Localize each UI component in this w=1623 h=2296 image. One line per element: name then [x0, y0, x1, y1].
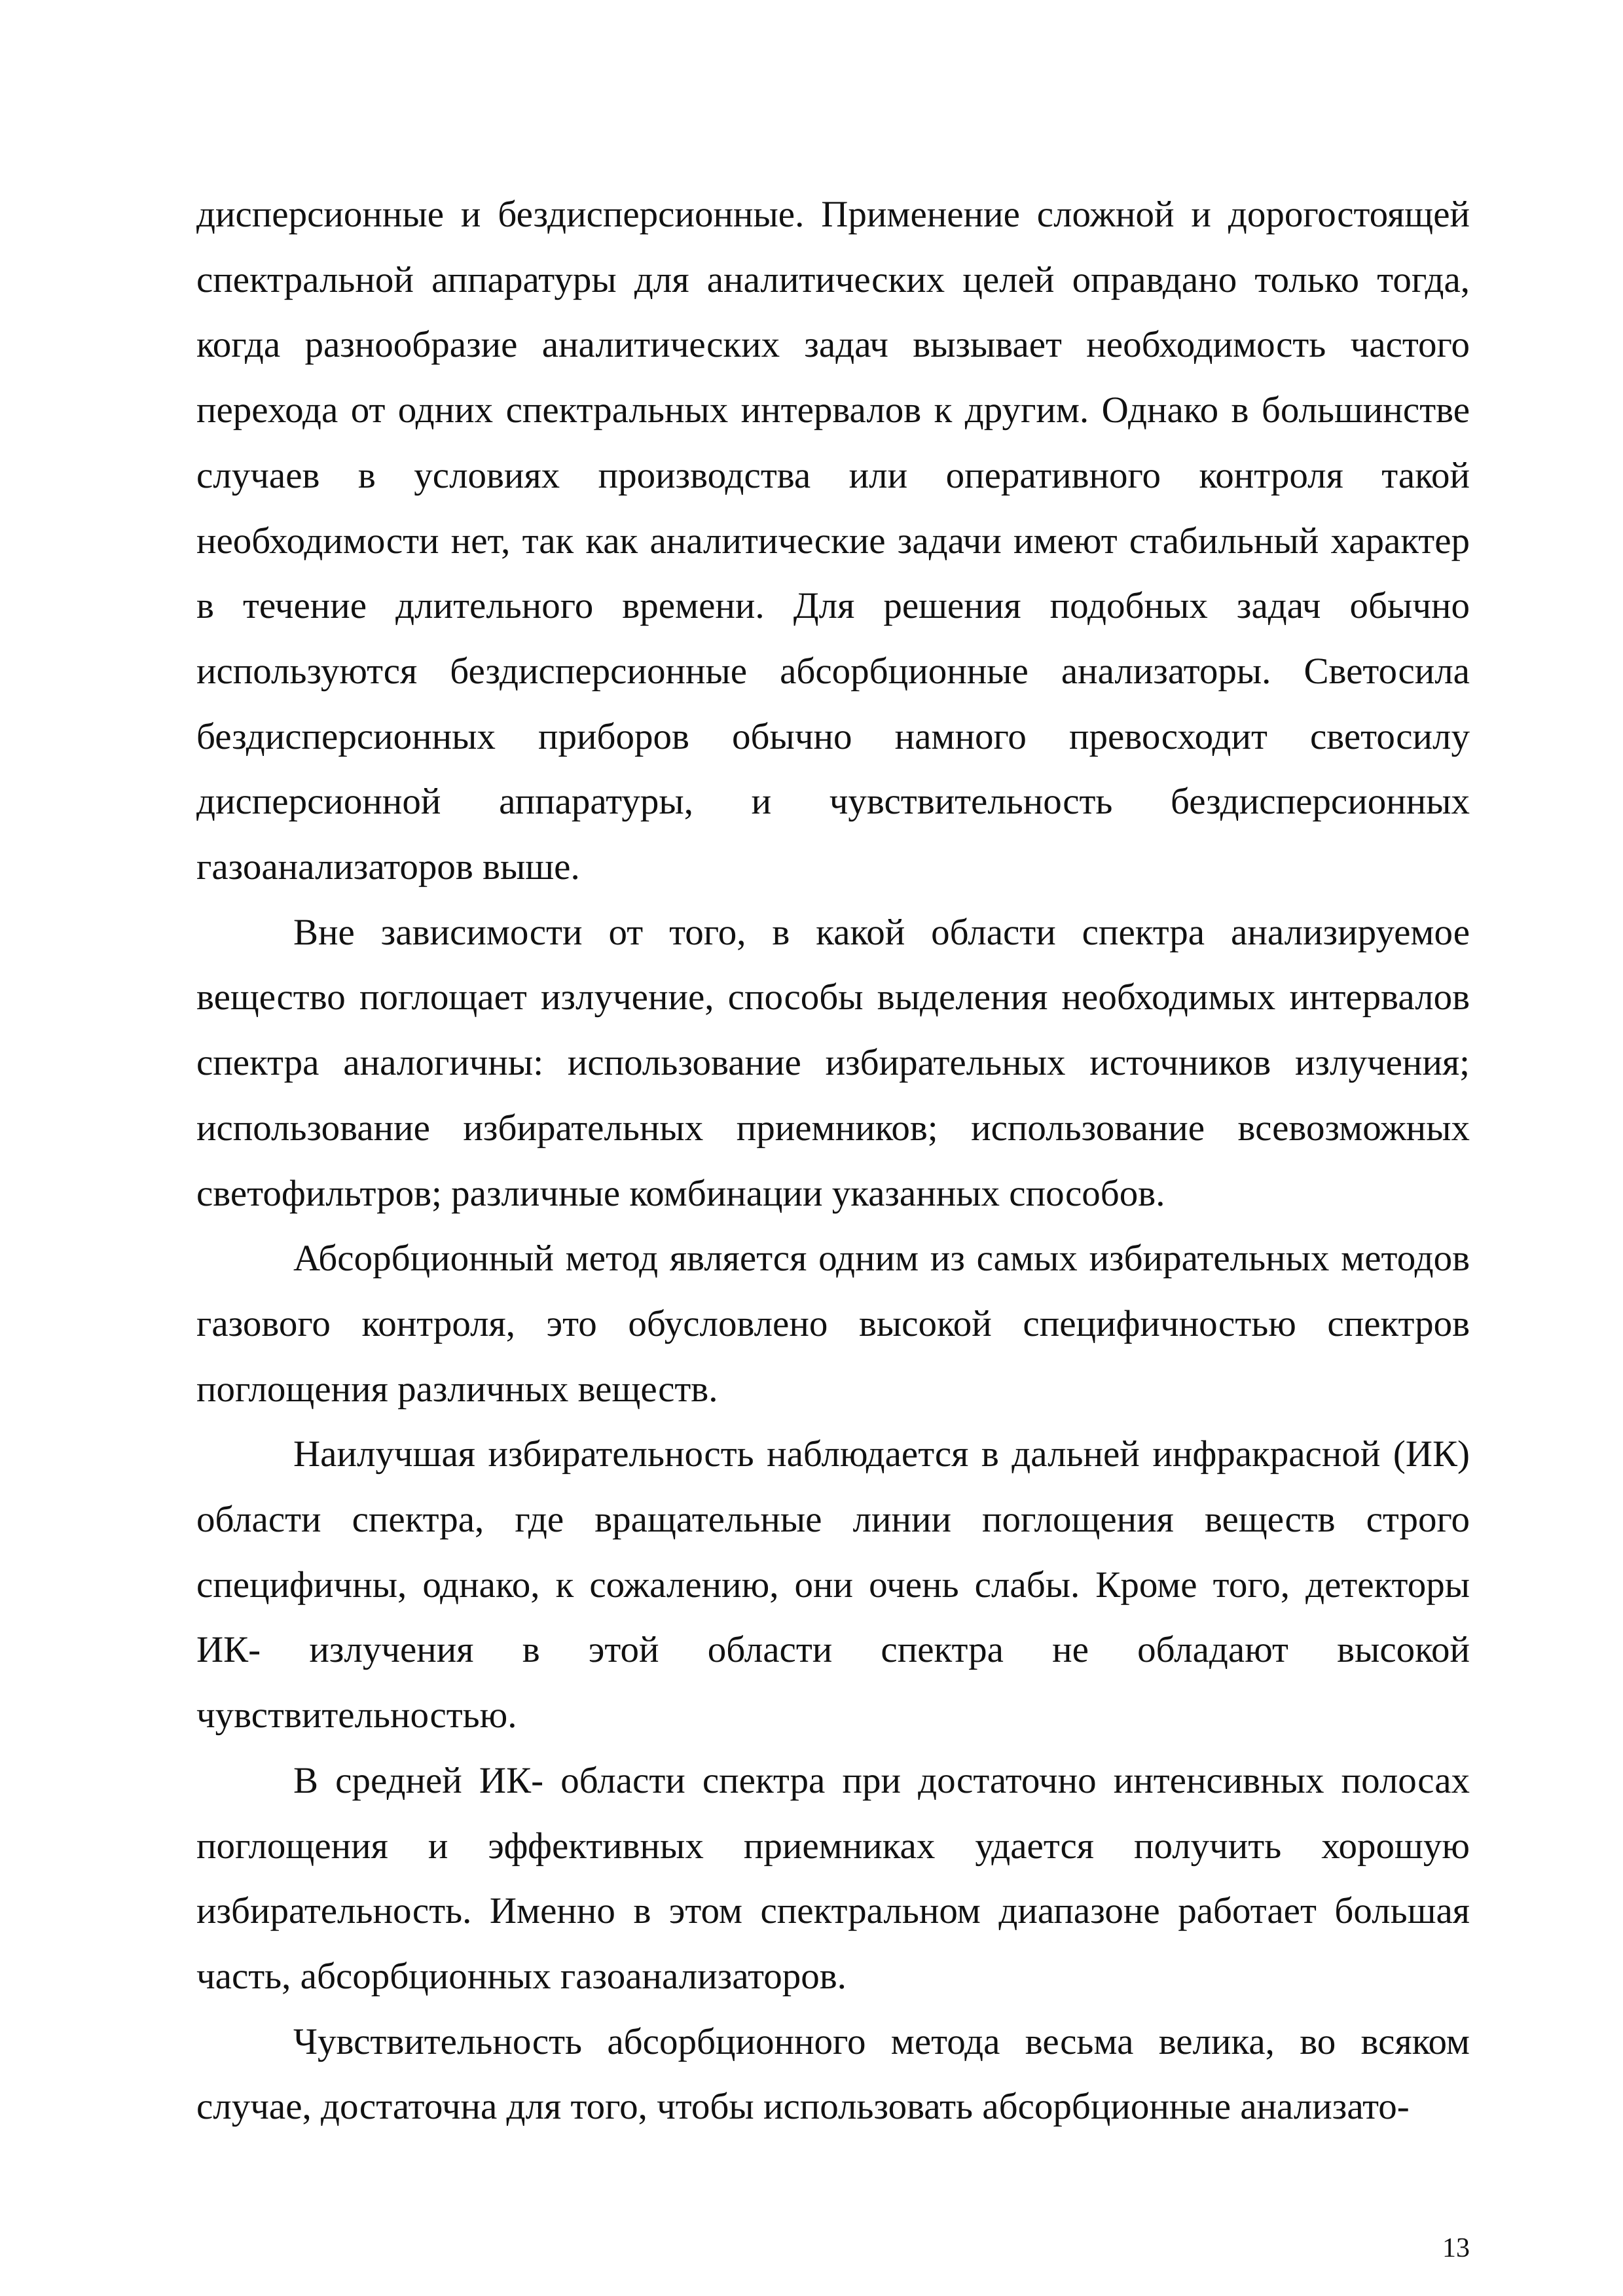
paragraph-3: Абсорбционный метод является одним из самых избирательных методов газового контроля, это обусловлено высокой специфичностью спектров поглощения различных веществ.: [196, 1238, 1470, 1410]
paragraph-1: дисперсионные и бездисперсионные. Применение сложной и дорогостоящей спектральной аппаратуры для аналитических целей оправдано только тогда, когда разнообразие аналитических задач вызывает необходимость частого перехода от одних спектральных интервалов к другим. Однако в большинстве случаев в условиях производства или оперативного контроля такой необходимости нет, так как аналитические задачи имеют стабильный характер в течение длительного времени. Для решения подобных задач обычно используются бездисперсионные абсорбционные анализаторы. Светосила бездисперсионных приборов обычно намного превосходит светосилу дисперсионной аппаратуры, и чувствительность бездисперсионных газоанализаторов выше.: [196, 194, 1470, 888]
paragraph-6: Чувствительность абсорбционного метода весьма велика, во всяком случае, достаточна для того, чтобы использовать абсорбционные анализато-: [196, 2020, 1470, 2128]
body-text: [196, 182, 1470, 2140]
paragraph-4: Наилучшая избирательность наблюдается в дальней инфракрасной (ИК) области спектра, где вращательные линии поглощения веществ строго специфичны, однако, к сожалению, они очень слабы. Кроме того, детекторы ИК- излучения в этой области спектра не обладают высокой чувствительностью.: [196, 1433, 1470, 1736]
paragraph-2: Вне зависимости от того, в какой области спектра анализируемое вещество поглощает излучение, способы выделения необходимых интервалов спектра аналогичны: использование избирательных источников излучения; использование избирательных приемников; использование всевозможных светофильтров; различные комбинации указанных способов.: [196, 911, 1470, 1214]
page-number: 13: [1442, 2233, 1470, 2263]
paragraph-5: В средней ИК- области спектра при достаточно интенсивных полосах поглощения и эффективных приемниках удается получить хорошую избирательность. Именно в этом спектральном диапазоне работает большая часть, абсорбционных газоанализаторов.: [196, 1759, 1470, 1997]
